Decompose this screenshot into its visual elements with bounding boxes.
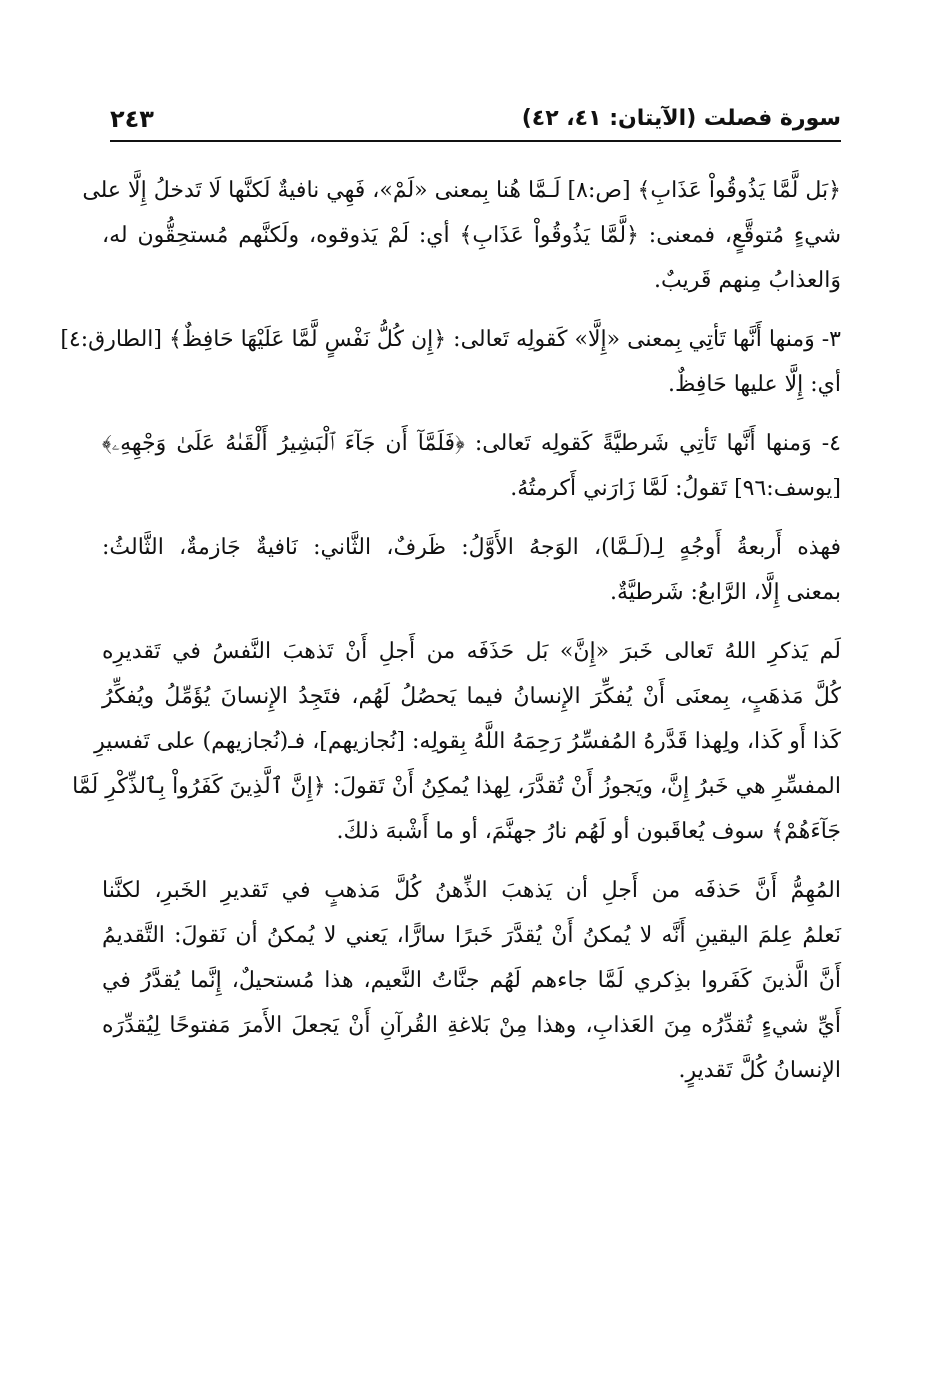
text-line: المفسِّرِ هي خَبرُ إِنَّ، ويَجوزُ أَنْ تُقدَّرَ، لِهذا يُمكِنُ أَنْ تَقولَ: ﴿إِنَّ ٱلَّذِينَ كَفَرُواْ بِٱلذِّكْرِ لَمَّا <box>72 774 841 799</box>
page-header <box>110 104 841 136</box>
text-line: الإنسانُ كُلَّ تَقديرٍ. <box>678 1058 841 1083</box>
text-line: فهذه أَربعةُ أَوجُهٍ لِـ(لَـمَّا)، الوَجهُ الأَوَّلُ: ظَرفٌ، الثَّاني: نَافيةٌ جَازمةٌ، الثَّالثُ: <box>102 535 841 560</box>
text-line: ﴿بَل لَّمَّا يَذُوقُواْ عَذَابِ﴾ [ص:٨] لَـمَّا هُنا بِمعنى «لَمْ»، فَهِي نافيةٌ لَكنَّها لَا تَدخلُ إِلَّا على <box>82 178 841 203</box>
paragraph <box>102 421 841 511</box>
paragraph <box>102 525 841 615</box>
text-line: [يوسف:٩٦] تَقولُ: لَمَّا زَارَني أَكرمتُهُ. <box>510 476 841 501</box>
text-line: كُلَّ مَذهَبٍ، بِمعنَى أَنْ يُفكِّرَ الإِنسانُ فيما يَحصُلُ لَهُم، فتَجِدُ الإِنسانَ يُؤَمِّلُ ويُفكِّرُ <box>102 684 841 709</box>
paragraph <box>102 868 841 1093</box>
text-line: شيءٍ مُتوقَّعٍ، فمعنى: ﴿لَّمَّا يَذُوقُواْ عَذَابِ﴾ أي: لَمْ يَذوقوه، ولَكنَّهم مُستحِقُّون له، <box>102 223 841 248</box>
header-divider <box>110 140 841 142</box>
text-line: كَذا أَو كَذا، ولِهذا قَدَّرهُ المُفسِّرُ رَحِمَهُ اللَّهُ بِقولِه: [نُجازيهم]، فـ(نُجازيهم) على تَفسيرِ <box>94 729 841 754</box>
text-line: المُهِمُّ أَنَّ حَذفَه من أَجلِ أن يَذهبَ الذِّهنُ كُلَّ مَذهبٍ في تَقديرِ الخَبرِ، لكنَّنا <box>102 878 841 903</box>
text-line: لَم يَذكرِ اللهُ تَعالى خَبرَ «إِنَّ» بَل حَذَفَه من أَجلِ أَنْ تَذهبَ النَّفسُ في تَقديرِه <box>102 639 841 664</box>
text-line: أَنَّ الَّذينَ كَفَروا بذِكري لَمَّا جاءهم لَهُم جنَّاتُ النَّعيم، هذا مُستحيلٌ، إِنَّما يُقدَّرُ في <box>102 968 841 993</box>
paragraph <box>82 168 841 303</box>
page-body <box>60 168 841 1107</box>
text-line: ٤- وَمنها أَنَّها تَأتِي شَرطيَّةً كَقولِه تَعالى: ﴿فَلَمَّآ أَن جَآءَ ٱلْبَشِيرُ أَلْقَىٰهُ عَلَىٰ وَجْهِهِۦ﴾ <box>102 431 841 456</box>
text-line: ٣- وَمنها أَنَّها تَأتِي بِمعنى «إِلَّا» كَقولِه تَعالى: ﴿إِن كُلُّ نَفْسٍ لَّمَّا عَلَيْهَا حَافِظٌ﴾ [الطارق:٤] <box>60 327 841 352</box>
text-line: وَالعذابُ مِنهم قَريبٌ. <box>654 268 841 293</box>
text-line: جَآءَهُمْ﴾ سوف يُعاقَبون أو لَهُم نارُ جهنَّمَ، أو ما أَشْبهَ ذلكَ. <box>336 819 841 844</box>
page-number: ٢٤٣ <box>110 105 154 133</box>
text-line: نَعلمُ عِلمَ اليقينِ أَنَّه لا يُمكنُ أَنْ يُقدَّرَ خَبرًا سارًّا، يَعني لا يُمكنُ أن نَقولَ: التَّقديمُ <box>102 923 841 948</box>
running-title: سورة فصلت (الآيتان: ٤١، ٤٢) <box>521 106 841 131</box>
text-line: أَيِّ شيءٍ تُقدِّرُه مِنَ العَذابِ، وهذا مِنْ بَلاغةِ القُرآنِ أَنْ يَجعلَ الأَمرَ مَفتوحًا لِيُقدِّرَه <box>102 1013 841 1038</box>
text-line: بمعنى إِلَّا، الرَّابعُ: شَرطيَّةٌ. <box>610 580 841 605</box>
paragraph <box>60 317 841 407</box>
paragraph <box>72 629 841 854</box>
text-line: أي: إِلَّا عليها حَافِظٌ. <box>668 372 841 397</box>
